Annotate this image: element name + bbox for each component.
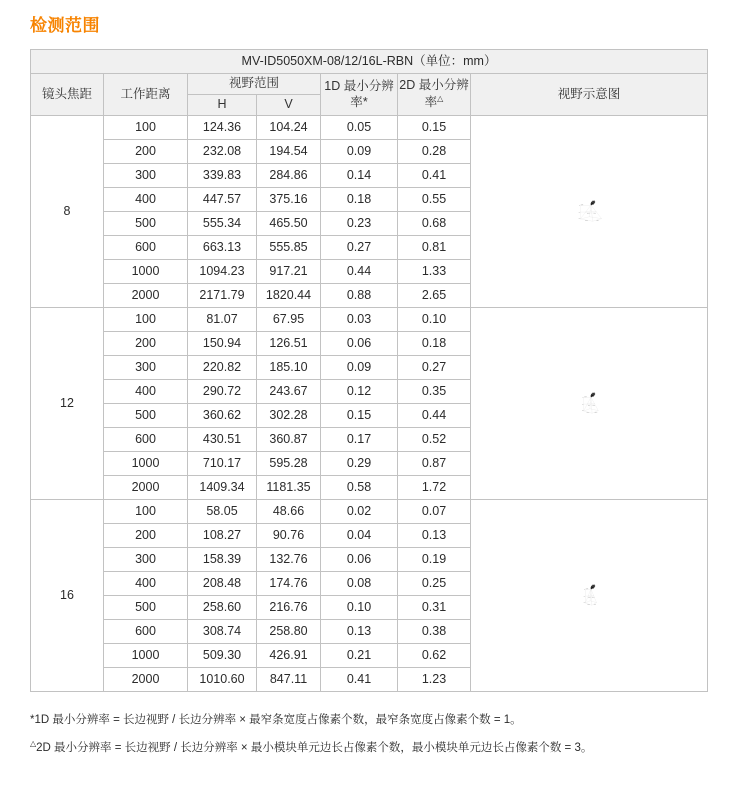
res-1d-cell: 0.41 xyxy=(321,668,398,692)
res-2d-cell: 1.72 xyxy=(398,476,471,500)
res-2d-cell: 0.81 xyxy=(398,236,471,260)
working-distance-cell: 400 xyxy=(104,188,188,212)
res-2d-cell: 1.33 xyxy=(398,260,471,284)
fov-h-cell: 258.60 xyxy=(188,596,257,620)
header-fov-range: 视野范围 xyxy=(188,74,321,95)
res-2d-cell: 1.23 xyxy=(398,668,471,692)
res-1d-cell: 0.29 xyxy=(321,452,398,476)
res-2d-cell: 0.27 xyxy=(398,356,471,380)
camera-icon xyxy=(590,392,596,398)
res-1d-cell: 0.18 xyxy=(321,188,398,212)
working-distance-cell: 600 xyxy=(104,620,188,644)
fov-v-cell: 48.66 xyxy=(257,500,321,524)
working-distance-cell: 2000 xyxy=(104,476,188,500)
header-focal-length: 镜头焦距 xyxy=(31,74,104,116)
fov-v-cell: 284.86 xyxy=(257,164,321,188)
res-1d-cell: 0.23 xyxy=(321,212,398,236)
working-distance-cell: 400 xyxy=(104,380,188,404)
footnote xyxy=(30,708,734,732)
header-res-2d xyxy=(398,74,471,116)
res-2d-cell: 0.38 xyxy=(398,620,471,644)
fov-h-cell: 360.62 xyxy=(188,404,257,428)
fov-h-cell: 220.82 xyxy=(188,356,257,380)
working-distance-cell: 500 xyxy=(104,212,188,236)
fov-h-cell: 81.07 xyxy=(188,308,257,332)
res-1d-cell: 0.58 xyxy=(321,476,398,500)
res-1d-cell: 0.88 xyxy=(321,284,398,308)
working-distance-cell: 300 xyxy=(104,548,188,572)
fov-v-cell: 1820.44 xyxy=(257,284,321,308)
fov-diagram xyxy=(471,200,707,223)
axis-tick: 2000 xyxy=(578,219,581,221)
bottom-h-label: 1010.60 xyxy=(587,605,590,607)
fov-h-cell: 58.05 xyxy=(188,500,257,524)
working-distance-cell: 300 xyxy=(104,356,188,380)
working-distance-cell: 500 xyxy=(104,596,188,620)
res-1d-cell: 0.03 xyxy=(321,308,398,332)
axis-tick: 100 xyxy=(582,397,584,399)
fov-diagram-cell xyxy=(471,308,708,500)
axis-tick: 1000 xyxy=(578,212,581,214)
fov-h-cell: 232.08 xyxy=(188,140,257,164)
res-1d-cell: 0.09 xyxy=(321,140,398,164)
table-header-row-1 xyxy=(31,74,708,95)
fov-v-cell: 194.54 xyxy=(257,140,321,164)
fov-v-cell: 917.21 xyxy=(257,260,321,284)
res-1d-cell: 0.08 xyxy=(321,572,398,596)
header-working-distance: 工作距离 xyxy=(104,74,188,116)
table-body xyxy=(31,116,708,692)
fov-v-cell: 185.10 xyxy=(257,356,321,380)
res-2d-cell: 0.87 xyxy=(398,452,471,476)
fov-v-cell: 1181.35 xyxy=(257,476,321,500)
fov-h-cell: 447.57 xyxy=(188,188,257,212)
mid-v-label: 595.28 xyxy=(592,405,595,407)
axis-label: 安装距离 xyxy=(580,205,584,207)
working-distance-cell: 200 xyxy=(104,524,188,548)
fov-diagram xyxy=(471,584,707,607)
fov-v-cell: 67.95 xyxy=(257,308,321,332)
focal-length-cell: 12 xyxy=(31,308,104,500)
fov-diagram xyxy=(471,392,707,415)
res-2d-cell: 0.13 xyxy=(398,524,471,548)
res-1d-cell: 0.04 xyxy=(321,524,398,548)
fov-h-cell: 108.27 xyxy=(188,524,257,548)
working-distance-cell: 400 xyxy=(104,572,188,596)
fov-v-cell: 174.76 xyxy=(257,572,321,596)
fov-h-cell: 290.72 xyxy=(188,380,257,404)
fov-h-cell: 710.17 xyxy=(188,452,257,476)
table-title: MV-ID5050XM-08/12/16L-RBN（单位：mm） xyxy=(31,50,708,74)
fov-diagram-cell xyxy=(471,500,708,692)
fov-v-cell: 847.11 xyxy=(257,668,321,692)
res-2d-cell: 0.25 xyxy=(398,572,471,596)
res-1d-cell: 0.14 xyxy=(321,164,398,188)
working-distance-cell: 1000 xyxy=(104,644,188,668)
res-2d-cell: 0.18 xyxy=(398,332,471,356)
camera-icon xyxy=(590,584,596,590)
footnote-marker: △ xyxy=(30,739,37,748)
header-fov-diagram: 视野示意图 xyxy=(471,74,708,116)
working-distance-cell: 200 xyxy=(104,332,188,356)
mid-v-label: 917.21 xyxy=(593,213,596,215)
table-row xyxy=(31,116,708,140)
fov-h-cell: 430.51 xyxy=(188,428,257,452)
fov-h-cell: 1010.60 xyxy=(188,668,257,692)
fov-h-cell: 308.74 xyxy=(188,620,257,644)
fov-h-cell: 663.13 xyxy=(188,236,257,260)
bottom-h-label: 2171.79 xyxy=(585,221,588,223)
fov-v-cell: 216.76 xyxy=(257,596,321,620)
res-2d-cell: 0.68 xyxy=(398,212,471,236)
fov-v-cell: 465.50 xyxy=(257,212,321,236)
fov-h-cell: 124.36 xyxy=(188,116,257,140)
res-2d-cell: 0.31 xyxy=(398,596,471,620)
working-distance-cell: 2000 xyxy=(104,668,188,692)
res-2d-cell: 0.35 xyxy=(398,380,471,404)
res-1d-cell: 0.09 xyxy=(321,356,398,380)
fov-h-cell: 158.39 xyxy=(188,548,257,572)
res-2d-cell: 0.62 xyxy=(398,644,471,668)
working-distance-cell: 200 xyxy=(104,140,188,164)
axis-label: 安装距离 xyxy=(583,397,587,399)
working-distance-cell: 100 xyxy=(104,308,188,332)
fov-v-cell: 126.51 xyxy=(257,332,321,356)
working-distance-cell: 600 xyxy=(104,236,188,260)
fov-v-cell: 375.16 xyxy=(257,188,321,212)
res-2d-cell: 0.41 xyxy=(398,164,471,188)
working-distance-cell: 2000 xyxy=(104,284,188,308)
fov-v-cell: 90.76 xyxy=(257,524,321,548)
page-title: 检测范围 xyxy=(30,16,100,35)
res-1d-cell: 0.05 xyxy=(321,116,398,140)
res-1d-marker: * xyxy=(362,94,368,109)
res-1d-cell: 0.21 xyxy=(321,644,398,668)
header-fov-h: H xyxy=(188,95,257,116)
footnote-text: 2D 最小分辨率 = 长边视野 / 长边分辨率 × 最小模块单元边长占像素个数，最小模块单元边长占像素个数 = 3。 xyxy=(36,741,593,754)
fov-v-cell: 360.87 xyxy=(257,428,321,452)
res-1d-cell: 0.17 xyxy=(321,428,398,452)
res-2d-marker: △ xyxy=(437,93,444,103)
footnote xyxy=(30,732,734,760)
res-1d-cell: 0.10 xyxy=(321,596,398,620)
res-2d-cell: 0.15 xyxy=(398,116,471,140)
axis-tick: 2000 xyxy=(583,603,586,605)
mid-h-label: 509.30 xyxy=(588,597,591,599)
table-row xyxy=(31,308,708,332)
res-1d-cell: 0.27 xyxy=(321,236,398,260)
mid-v-label: 426.91 xyxy=(592,597,595,599)
res-2d-cell: 0.10 xyxy=(398,308,471,332)
res-2d-cell: 0.19 xyxy=(398,548,471,572)
fov-h-cell: 2171.79 xyxy=(188,284,257,308)
detection-range-table xyxy=(30,49,708,692)
focal-length-cell: 16 xyxy=(31,500,104,692)
res-1d-cell: 0.02 xyxy=(321,500,398,524)
table-title-row xyxy=(31,50,708,74)
axis-tick: 100 xyxy=(584,589,586,591)
bottom-v-label: 1181.35 xyxy=(594,412,598,414)
axis-label: 安装距离 xyxy=(585,589,589,591)
res-2d-cell: 0.52 xyxy=(398,428,471,452)
fov-h-cell: 1094.23 xyxy=(188,260,257,284)
fov-v-cell: 104.24 xyxy=(257,116,321,140)
res-1d-cell: 0.12 xyxy=(321,380,398,404)
working-distance-cell: 1000 xyxy=(104,452,188,476)
fov-v-cell: 243.67 xyxy=(257,380,321,404)
res-1d-cell: 0.44 xyxy=(321,260,398,284)
res-1d-cell: 0.13 xyxy=(321,620,398,644)
axis-tick: 1000 xyxy=(583,596,586,598)
working-distance-cell: 600 xyxy=(104,428,188,452)
bottom-v-label: 847.11 xyxy=(593,604,596,606)
fov-diagram-cell xyxy=(471,116,708,308)
res-1d-label: 1D 最小分辨率 xyxy=(324,78,394,109)
res-2d-cell: 0.55 xyxy=(398,188,471,212)
res-2d-cell: 0.44 xyxy=(398,404,471,428)
footnote-marker: * xyxy=(30,714,35,726)
header-fov-v: V xyxy=(257,95,321,116)
res-1d-cell: 0.06 xyxy=(321,332,398,356)
fov-v-cell: 555.85 xyxy=(257,236,321,260)
header-res-1d xyxy=(321,74,398,116)
working-distance-cell: 100 xyxy=(104,116,188,140)
fov-h-cell: 555.34 xyxy=(188,212,257,236)
mid-h-label: 710.17 xyxy=(587,405,590,407)
mid-h-label: 1094.23 xyxy=(586,213,590,215)
footnotes xyxy=(30,708,734,760)
res-2d-cell: 2.65 xyxy=(398,284,471,308)
bottom-v-label: 1820.44 xyxy=(596,220,600,222)
fov-h-cell: 509.30 xyxy=(188,644,257,668)
res-1d-cell: 0.15 xyxy=(321,404,398,428)
fov-h-cell: 339.83 xyxy=(188,164,257,188)
fov-v-cell: 258.80 xyxy=(257,620,321,644)
working-distance-cell: 100 xyxy=(104,500,188,524)
fov-v-cell: 426.91 xyxy=(257,644,321,668)
table-row xyxy=(31,500,708,524)
working-distance-cell: 1000 xyxy=(104,260,188,284)
working-distance-cell: 300 xyxy=(104,164,188,188)
res-2d-cell: 0.28 xyxy=(398,140,471,164)
fov-v-cell: 595.28 xyxy=(257,452,321,476)
focal-length-cell: 8 xyxy=(31,116,104,308)
axis-tick: 1000 xyxy=(582,404,584,406)
footnote-text: 1D 最小分辨率 = 长边视野 / 长边分辨率 × 最窄条宽度占像素个数，最窄条宽度占像素个数 = 1。 xyxy=(34,714,522,726)
fov-h-cell: 1409.34 xyxy=(188,476,257,500)
fov-v-cell: 132.76 xyxy=(257,548,321,572)
res-2d-cell: 0.07 xyxy=(398,500,471,524)
res-2d-label: 2D 最小分辨率 xyxy=(399,78,469,110)
fov-h-cell: 150.94 xyxy=(188,332,257,356)
working-distance-cell: 500 xyxy=(104,404,188,428)
res-1d-cell: 0.06 xyxy=(321,548,398,572)
fov-v-cell: 302.28 xyxy=(257,404,321,428)
fov-h-cell: 208.48 xyxy=(188,572,257,596)
bottom-h-label: 1409.34 xyxy=(586,413,590,415)
axis-tick: 2000 xyxy=(582,411,584,413)
axis-tick: 100 xyxy=(579,205,581,207)
